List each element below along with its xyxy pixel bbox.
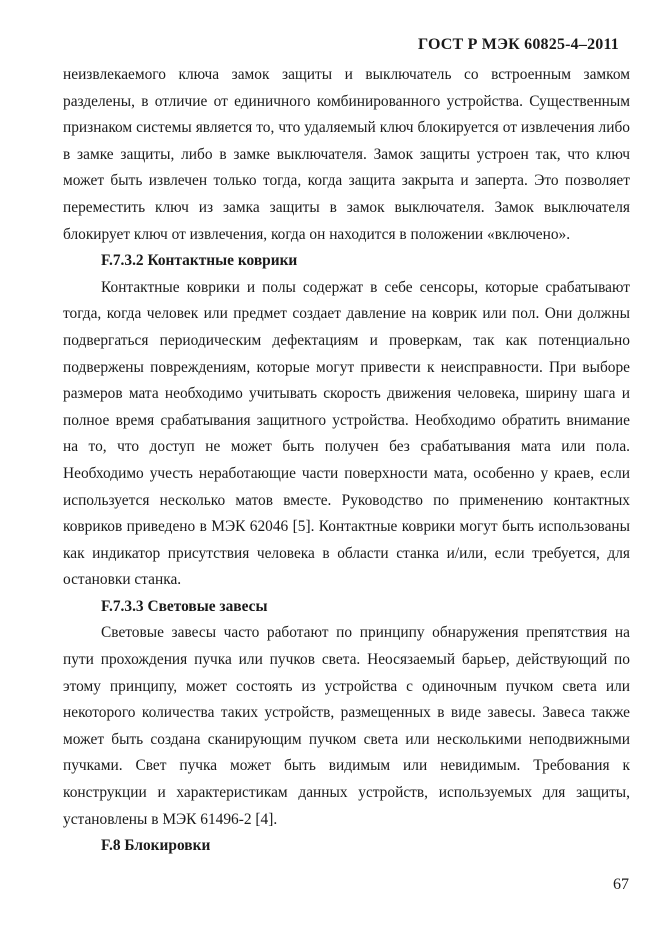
page-number: 67 [613,876,629,893]
paragraph-contact-mats: Контактные коврики и полы содержат в себе сенсоры, которые срабатывают тогда, когда человек или предмет создает давление на коврик или пол. Они должны подвергаться периодическим дефектациям и проверкам, так как потенциально подвержены повреждениям, которые могут привести к неисправности. При выборе размеров мата необходимо учитывать скорость движения человека, ширину шага и полное время срабатывания защитного устройства. Необходимо обратить внимание на то, что доступ не может быть получен без срабатывания мата или пола. Необходимо учесть неработающие части поверхности мата, особенно у краев, если используется несколько матов вместе. Руководство по применению контактных ковриков приведено в МЭК 62046 [5]. Контактные коврики могут быть использованы как индикатор присутствия человека в области станка и/или, если требуется, для остановки станка. [63,278,630,589]
paragraph-intro: неизвлекаемого ключа замок защиты и выключатель со встроенным замком разделены, в отличие от единичного комбинированного устройства. Существенным признаком системы является то, что удаляемый ключ блокируется от извлечения либо в замке защиты, либо в замке выключателя. Замок защиты устроен так, что ключ может быть извлечен только тогда, когда защита закрыта и заперта. Это позволяет переместить ключ из замка защиты в замок выключателя. Замок выключателя блокирует ключ от извлечения, когда он находится в положении «включено». [63,66,630,243]
standard-header: ГОСТ Р МЭК 60825-4–2011 [417,36,619,53]
heading-light-curtains: F.7.3.3 Световые завесы [101,597,268,615]
heading-interlocks: F.8 Блокировки [101,837,211,855]
paragraph-light-curtains: Световые завесы часто работают по принципу обнаружения препятствия на пути прохождения пучка или пучков света. Неосязаемый барьер, действующий по этому принципу, может состоять из устройства с одиночным пучком света или некоторого количества таких устройств, размещенных в виде завесы. Завеса также может быть создана сканирующим пучком света или несколькими неподвижными пучками. Свет пучка может быть видимым или невидимым. Требования к конструкции и характеристикам данных устройств, используемых для защиты, установлены в МЭК 61496-2 [4]. [63,624,630,828]
heading-contact-mats: F.7.3.2 Контактные коврики [101,252,298,270]
document-body [63,62,630,860]
